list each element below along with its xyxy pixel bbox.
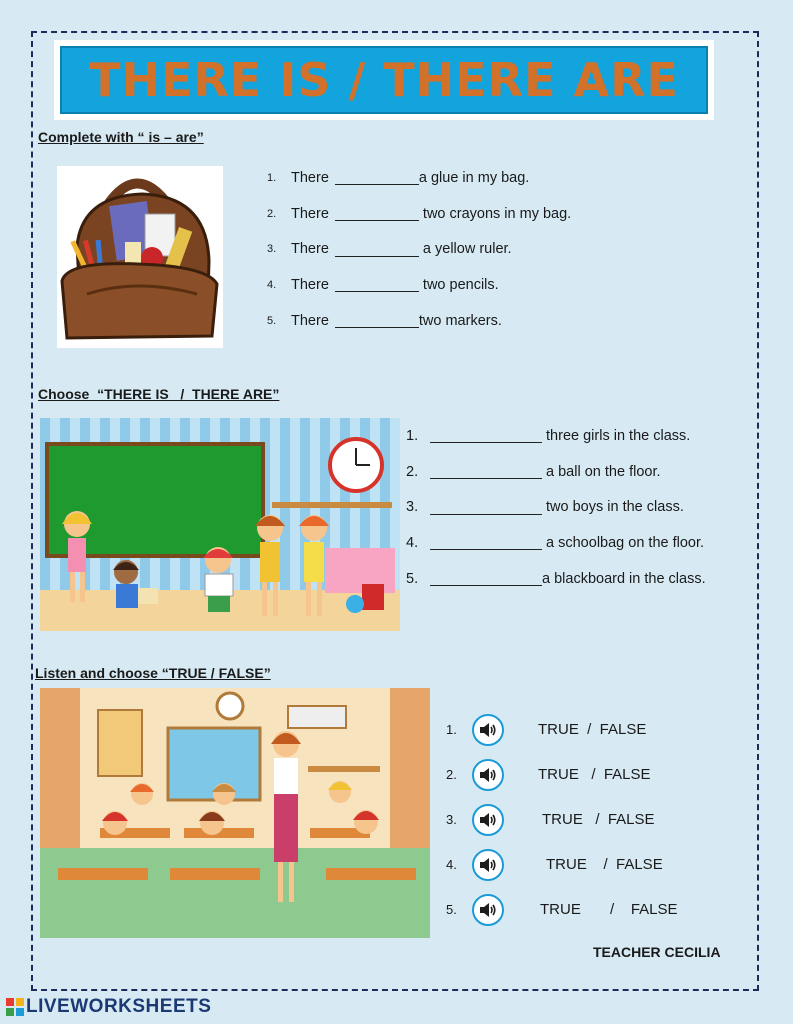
section2-list bbox=[406, 418, 736, 596]
answer-blank[interactable] bbox=[335, 313, 419, 328]
list-item: 3. TRUE / FALSE bbox=[446, 797, 726, 842]
answer-blank[interactable] bbox=[430, 571, 542, 586]
answer-blank[interactable] bbox=[335, 206, 419, 221]
speaker-icon[interactable] bbox=[472, 759, 504, 791]
true-false-choice[interactable]: TRUE / FALSE bbox=[540, 901, 678, 918]
answer-blank[interactable] bbox=[430, 500, 542, 515]
list-item: 2. a ball on the floor. bbox=[406, 463, 661, 480]
list-item: 3. two boys in the class. bbox=[406, 499, 684, 516]
section3-list bbox=[446, 707, 726, 932]
list-item: 4. a schoolbag on the floor. bbox=[406, 534, 705, 551]
author-signature: TEACHER CECILIA bbox=[593, 944, 721, 960]
list-item: 3. There a yellow ruler. bbox=[267, 241, 512, 258]
speaker-icon[interactable] bbox=[472, 894, 504, 926]
list-item: 2. There two crayons in my bag. bbox=[267, 205, 572, 222]
speaker-icon[interactable] bbox=[472, 714, 504, 746]
section3-heading: Listen and choose “TRUE / FALSE” bbox=[35, 665, 271, 681]
brand-footer[interactable] bbox=[6, 996, 211, 1018]
answer-blank[interactable] bbox=[430, 535, 542, 550]
list-item: 1. There a glue in my bag. bbox=[267, 169, 530, 186]
true-false-choice[interactable]: TRUE / FALSE bbox=[538, 766, 651, 783]
true-false-choice[interactable]: TRUE / FALSE bbox=[546, 856, 663, 873]
classroom-teacher-image bbox=[40, 688, 430, 938]
answer-blank[interactable] bbox=[430, 428, 542, 443]
title-banner bbox=[54, 40, 714, 120]
list-item: 5. There two markers. bbox=[267, 312, 502, 329]
list-item: 1. three girls in the class. bbox=[406, 427, 691, 444]
answer-blank[interactable] bbox=[335, 170, 419, 185]
section1-list bbox=[267, 160, 597, 338]
classroom-kids-image bbox=[40, 418, 400, 631]
worksheet-title: THERE IS / THERE ARE bbox=[89, 53, 679, 107]
list-item: 2. TRUE / FALSE bbox=[446, 752, 726, 797]
list-item: 5. TRUE / FALSE bbox=[446, 887, 726, 932]
backpack-image bbox=[57, 166, 223, 348]
speaker-icon[interactable] bbox=[472, 849, 504, 881]
section2-heading: Choose “THERE IS / THERE ARE” bbox=[38, 386, 280, 402]
answer-blank[interactable] bbox=[335, 242, 419, 257]
liveworksheets-logo-icon bbox=[6, 998, 24, 1016]
list-item: 5. a blackboard in the class. bbox=[406, 570, 706, 587]
list-item: 4. There two pencils. bbox=[267, 276, 499, 293]
answer-blank[interactable] bbox=[335, 277, 419, 292]
list-item: 4. TRUE / FALSE bbox=[446, 842, 726, 887]
section1-heading: Complete with “ is – are” bbox=[38, 129, 204, 145]
true-false-choice[interactable]: TRUE / FALSE bbox=[542, 811, 655, 828]
brand-name: LIVEWORKSHEETS bbox=[26, 996, 212, 1017]
speaker-icon[interactable] bbox=[472, 804, 504, 836]
list-item: 1. TRUE / FALSE bbox=[446, 707, 726, 752]
answer-blank[interactable] bbox=[430, 464, 542, 479]
true-false-choice[interactable]: TRUE / FALSE bbox=[538, 721, 647, 738]
